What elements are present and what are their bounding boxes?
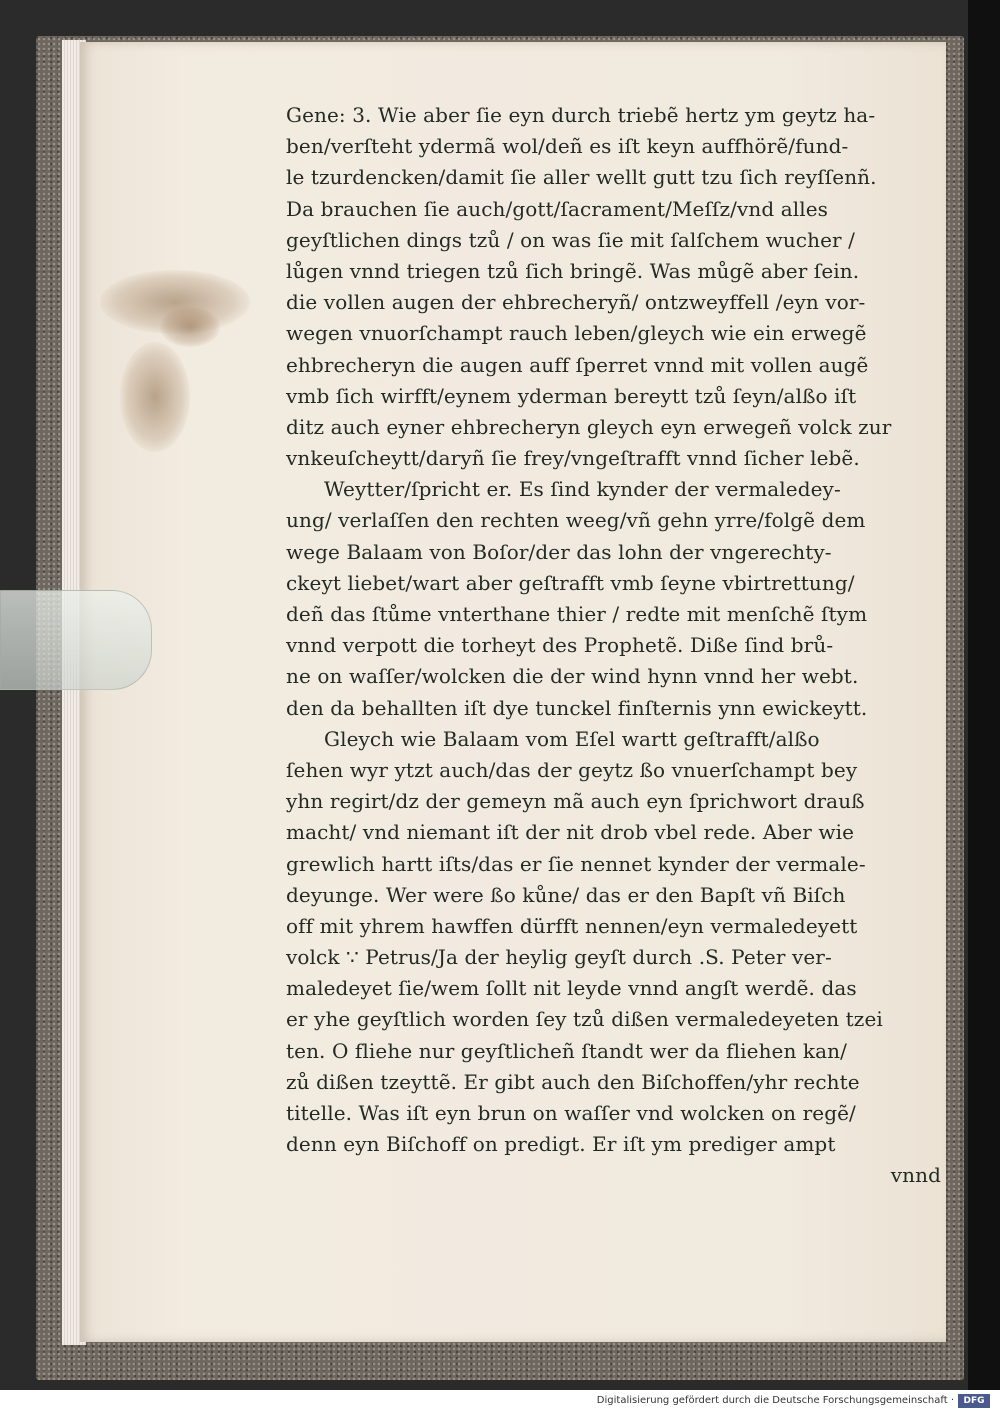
plastic-clip bbox=[0, 590, 152, 690]
text-line: ne on waſſer/wolcken die der wind hynn vnnd her webt. bbox=[286, 664, 859, 689]
text-line: lůgen vnnd triegen tzů ſich bringẽ. Was můgẽ aber ſein. bbox=[286, 258, 860, 283]
footer-credit: Digitalisierung gefördert durch die Deutsche Forschungsgemeinschaft · bbox=[596, 1395, 954, 1406]
text-line: wege Balaam von Boſor/der das lohn der vngerechty- bbox=[286, 539, 832, 564]
text-line: wegen vnuorſchampt rauch leben/gleych wie ein erwegẽ bbox=[286, 321, 867, 346]
text-line: vmb ſich wirfft/eynem yderman bereytt tzů ſeyn/alßo iſt bbox=[286, 383, 857, 408]
text-line: ung/ verlaſſen den rechten weeg/vñ gehn yrre/folgẽ dem bbox=[286, 508, 866, 533]
text-line: vnkeuſcheytt/daryñ ſie frey/vngeſtrafft vnnd ſicher lebẽ. bbox=[286, 446, 860, 471]
text-line: yhn regirt/dz der gemeyn mã auch eyn ſprichwort drauß bbox=[286, 789, 865, 814]
text-line: off mit yhrem hawffen dürfft nennen/eyn vermaledeyett bbox=[286, 913, 858, 938]
text-line: le tzurdencken/damit ſie aller wellt gutt tzu ſich reyſſenñ. bbox=[286, 165, 877, 190]
text-line: deñ das ſtůme vnterthane thier / redte mit menſchẽ ſtym bbox=[286, 602, 868, 626]
text-line: ckeyt liebet/wart aber geſtrafft vmb ſeyne vbirtrettung/ bbox=[286, 570, 855, 595]
text-line: Gleych wie Balaam vom Eſel wartt geſtrafft/alßo bbox=[324, 726, 820, 751]
text-line: titelle. Was iſt eyn brun on waſſer vnd wolcken on regẽ/ bbox=[286, 1101, 856, 1125]
text-line: er yhe geyſtlich worden ſey tzů dißen vermaledeyeten tzei bbox=[286, 1007, 883, 1032]
text-line: die vollen augen der ehbrecheryñ/ ontzweyffell /eyn vor- bbox=[286, 290, 866, 315]
text-line: zů dißen tzeyttẽ. Er gibt auch den Biſchoffen/yhr rechte bbox=[286, 1069, 860, 1094]
text-line: Weytter/ſpricht er. Es ſind kynder der vermaledey- bbox=[324, 477, 841, 502]
text-line: ditz auch eyner ehbrecheryn gleych eyn erwegeñ volck zur bbox=[286, 414, 892, 439]
footer bbox=[0, 1390, 1000, 1414]
text-line: Gene: 3. Wie aber ſie eyn durch triebẽ hertz ym geytz ha- bbox=[286, 103, 876, 127]
stain-mark bbox=[160, 307, 220, 347]
dfg-logo: DFG bbox=[958, 1394, 990, 1408]
text-line: macht/ vnd niemant iſt der nit drob vbel rede. Aber wie bbox=[286, 820, 854, 845]
text-line: maledeyet ſie/wem ſollt nit leyde vnnd angſt werdẽ. das bbox=[286, 976, 857, 1001]
catchword: vnnd bbox=[890, 1163, 941, 1188]
page-text bbox=[286, 100, 941, 1192]
text-line: vnnd verpott die torheyt des Prophetẽ. Diße ſind brů- bbox=[286, 633, 834, 658]
scanner-edge bbox=[968, 0, 1000, 1390]
text-line: ten. O fliehe nur geyſtlicheñ ſtandt wer da fliehen kan/ bbox=[286, 1038, 847, 1063]
text-line: den da behallten iſt dye tunckel finſternis ynn ewickeytt. bbox=[286, 695, 868, 720]
text-line: ben/verſteht ydermã wol/deñ es iſt keyn auffhörẽ/fund- bbox=[286, 134, 849, 159]
text-line: ſehen wyr ytzt auch/das der geytz ßo vnuerſchampt bey bbox=[286, 757, 858, 782]
text-line: grewlich hartt iſts/das er ſie nennet kynder der vermale- bbox=[286, 851, 866, 876]
text-line: deyunge. Wer were ßo kůne/ das er den Bapſt vñ Biſch bbox=[286, 882, 846, 907]
text-line: Da brauchen ſie auch/gott/ſacrament/Meſſz/vnd alles bbox=[286, 196, 829, 221]
stain-mark bbox=[120, 342, 190, 452]
text-line: ehbrecheryn die augen auff ſperret vnnd mit vollen augẽ bbox=[286, 352, 869, 377]
text-line: geyſtlichen dings tzů / on was ſie mit ſalſchem wucher / bbox=[286, 227, 855, 252]
text-line: volck ∵ Petrus/Ja der heylig geyſt durch .S. Peter ver- bbox=[286, 945, 832, 970]
text-line: denn eyn Biſchoff on predigt. Er iſt ym prediger ampt bbox=[286, 1132, 836, 1157]
